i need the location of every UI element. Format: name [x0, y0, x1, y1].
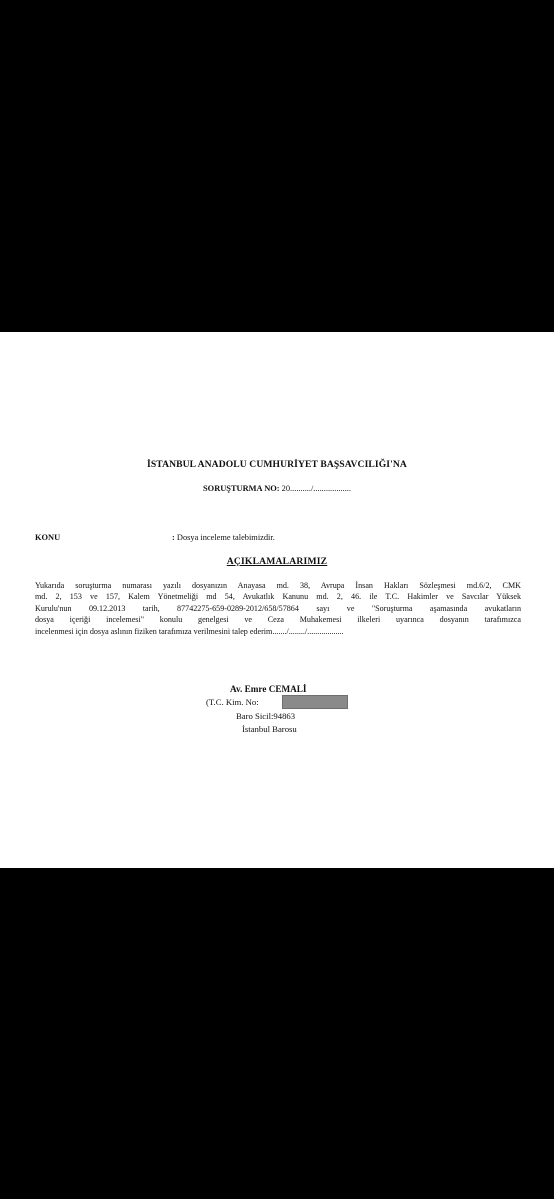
body-line: Yukarıda soruşturma numarası yazılı dosyanızın Anayasa md. 38, Avrupa İnsan Hakları Sözleşmesi md.6/2, CMK	[35, 581, 521, 590]
body-line: incelenmesi için dosya aslının fiziken tarafımıza verilmesini talep ederim......./......../..................	[35, 626, 344, 636]
subject-separator: :	[172, 533, 175, 542]
body-line: Kurulu'nun 09.12.2013 tarih, 87742275-659-0289-2012/658/57864 sayı ve "Soruşturma aşamasında avukatların	[35, 603, 521, 613]
signature-id-label: (T.C. Kim. No:	[206, 697, 259, 707]
subject-line	[172, 533, 275, 542]
document-page	[0, 332, 554, 868]
body-line: md. 2, 153 ve 157, Kalem Yönetmeliği md 54, Avukatlık Kanunu md. 2, 46. ile T.C. Hakimler ve Savcılar Yüksek	[35, 592, 521, 602]
investigation-label: SORUŞTURMA NO:	[203, 484, 280, 493]
investigation-number	[0, 484, 554, 493]
header-title: İSTANBUL ANADOLU CUMHURİYET BAŞSAVCILIĞI'NA	[147, 459, 407, 470]
signature-bar-registry: Baro Sicil:94863	[236, 711, 296, 721]
redaction-box	[282, 695, 348, 709]
subject-value: Dosya inceleme talebimizdir.	[174, 533, 275, 542]
body-line: dosya içeriği incelemesi" konulu genelgesi ve Ceza Muhakemesi ilkeleri uyarınca dosyanın tarafımızca	[35, 615, 521, 625]
body-paragraph	[35, 580, 521, 637]
subject-label: KONU	[35, 533, 61, 542]
investigation-value: 20........../..................	[279, 484, 351, 493]
signature-name: Av. Emre CEMALİ	[230, 684, 307, 694]
section-title: AÇIKLAMALARIMIZ	[226, 556, 328, 567]
signature-bar: İstanbul Barosu	[242, 724, 297, 734]
